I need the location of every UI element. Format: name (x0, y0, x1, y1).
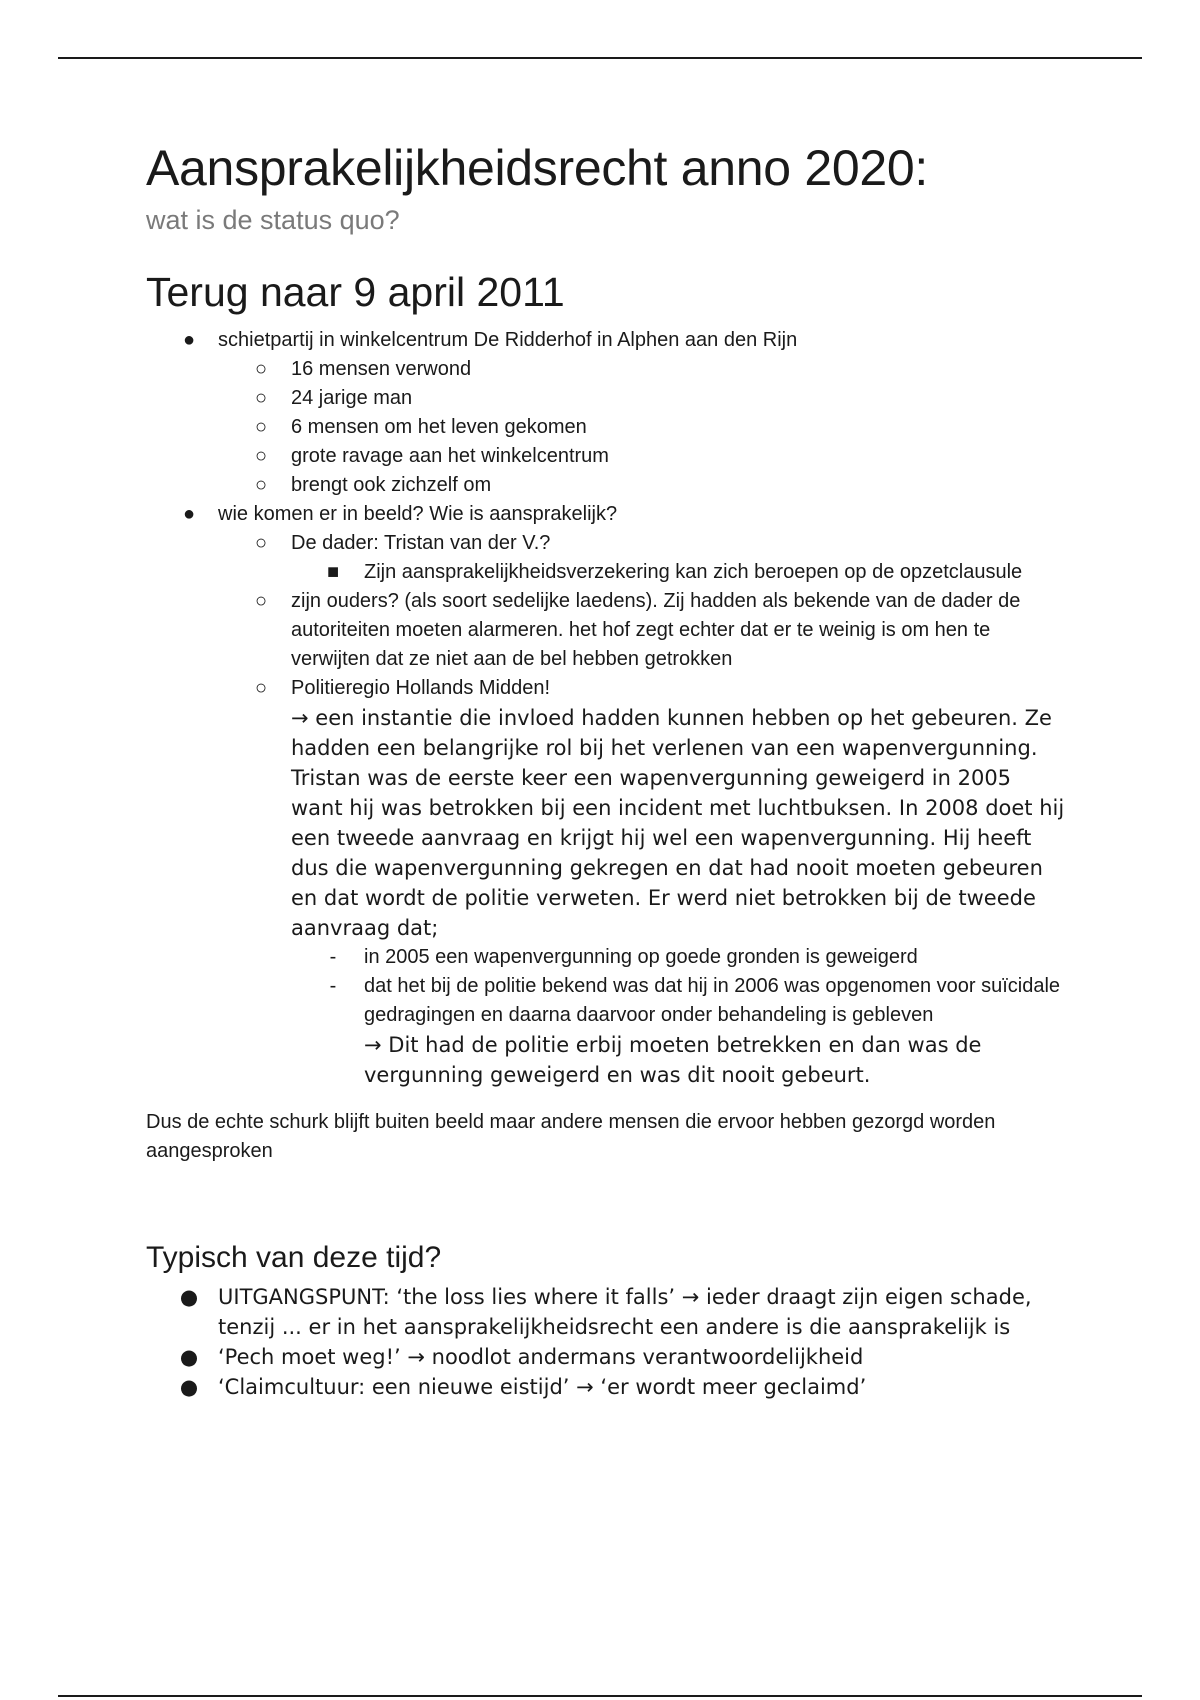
list-item (146, 355, 1066, 384)
circle-bullet-icon: ○ (254, 589, 268, 612)
list-item (146, 587, 1066, 674)
list-item (146, 558, 1066, 587)
section-spacer (146, 1166, 1066, 1240)
list-item (146, 384, 1066, 413)
section-heading-typisch: Typisch van deze tijd? (146, 1240, 442, 1274)
section2-list (146, 1282, 1066, 1402)
list-item-text: grote ravage aan het winkelcentrum (291, 444, 609, 467)
disc-bullet-icon: ● (182, 328, 196, 351)
list-item-text: dat het bij de politie bekend was dat hij in 2006 was opgenomen voor suïcidale gedragingen en daarna daarvoor onder behandeling is gebleven (364, 974, 1061, 1026)
document-subtitle: wat is de status quo? (146, 205, 400, 235)
circle-bullet-icon: ○ (254, 531, 268, 554)
disc-bullet-icon: ● (179, 1284, 199, 1309)
list-item-text: De dader: Tristan van der V.? (291, 531, 551, 554)
document-title: Aansprakelijkheidsrecht anno 2020: (146, 140, 928, 196)
circle-bullet-icon: ○ (254, 444, 268, 467)
circle-bullet-icon: ○ (254, 473, 268, 496)
list-item-text: brengt ook zichzelf om (291, 473, 492, 496)
section1-sublist (146, 355, 1066, 500)
document-page (146, 140, 1066, 1402)
disc-bullet-icon: ● (179, 1374, 199, 1399)
list-item-text: 6 mensen om het leven gekomen (291, 415, 587, 438)
square-bullet-icon: ■ (326, 560, 340, 583)
list-item-text: ‘Claimcultuur: een nieuwe eistijd’ → ‘er wordt meer geclaimd’ (218, 1374, 867, 1399)
list-item (146, 1372, 1066, 1402)
list-item (146, 413, 1066, 442)
section-heading-terug: Terug naar 9 april 2011 (146, 269, 565, 316)
list-item-text: Zijn aansprakelijkheidsverzekering kan zich beroepen op de opzetclausule (364, 560, 1023, 583)
dader-sublist (146, 558, 1066, 587)
list-item-text: zijn ouders? (als soort sedelijke laedens). Zij hadden als bekende van de dader de autoriteiten moeten alarmeren. het hof zegt echter dat er te weinig is om hen te verwijten dat ze niet aan de bel hebben getrokken (291, 589, 1021, 670)
list-item-text: 16 mensen verwond (291, 357, 472, 380)
politie-detail-text: → een instantie die invloed hadden kunnen hebben op het gebeuren. Ze hadden een belangrijke rol bij het verlenen van een wapenvergunning. Tristan was de eerste keer een wapenvergunning geweigerd in 2005 want hij was betrokken bij een incident met luchtbuksen. In 2008 doet hij een tweede aanvraag en krijgt hij wel een wapenvergunning. Hij heeft dus die wapenvergunning gekregen en dat had nooit moeten gebeuren en dat wordt de politie verweten. Er werd niet betrokken bij de tweede aanvraag dat; (291, 705, 1065, 940)
circle-bullet-icon: ○ (254, 357, 268, 380)
section1-list-2 (146, 500, 1066, 529)
list-item-text: Politieregio Hollands Midden! (291, 676, 551, 699)
list-item (146, 943, 1066, 972)
dash-bullet-icon: - (329, 974, 337, 997)
list-item (146, 529, 1066, 558)
section1-sublist-2 (146, 529, 1066, 558)
list-item (146, 1282, 1066, 1342)
bottom-rule (58, 1695, 1142, 1697)
disc-bullet-icon: ● (182, 502, 196, 525)
circle-bullet-icon: ○ (254, 386, 268, 409)
dash2-conclusion-text: → Dit had de politie erbij moeten betrekken en dan was de vergunning geweigerd en was dit nooit gebeurt. (364, 1032, 982, 1087)
list-item (146, 326, 1066, 355)
closing-paragraph: Dus de echte schurk blijft buiten beeld maar andere mensen die ervoor hebben gezorgd worden aangesproken (146, 1110, 996, 1162)
section1-sublist-3 (146, 587, 1066, 943)
list-item (146, 500, 1066, 529)
list-item (146, 442, 1066, 471)
list-item (146, 674, 1066, 943)
section1-list (146, 326, 1066, 355)
list-item (146, 1342, 1066, 1372)
list-item (146, 972, 1066, 1090)
dash-bullet-icon: - (329, 945, 337, 968)
list-item-text: wie komen er in beeld? Wie is aansprakelijk? (218, 502, 618, 525)
disc-bullet-icon: ● (179, 1344, 199, 1369)
top-rule (58, 57, 1142, 59)
list-item-text: 24 jarige man (291, 386, 413, 409)
circle-bullet-icon: ○ (254, 415, 268, 438)
list-item-text: in 2005 een wapenvergunning op goede gronden is geweigerd (364, 945, 918, 968)
politie-dash-list (146, 943, 1066, 1090)
list-item (146, 471, 1066, 500)
circle-bullet-icon: ○ (254, 676, 268, 699)
list-item-text: UITGANGSPUNT: ‘the loss lies where it falls’ → ieder draagt zijn eigen schade, tenzij ... er in het aansprakelijkheidsrecht een andere is die aansprakelijk is (218, 1284, 1032, 1339)
list-item-text: ‘Pech moet weg!’ → noodlot andermans verantwoordelijkheid (218, 1344, 864, 1369)
list-item-text: schietpartij in winkelcentrum De Ridderhof in Alphen aan den Rijn (218, 328, 798, 351)
